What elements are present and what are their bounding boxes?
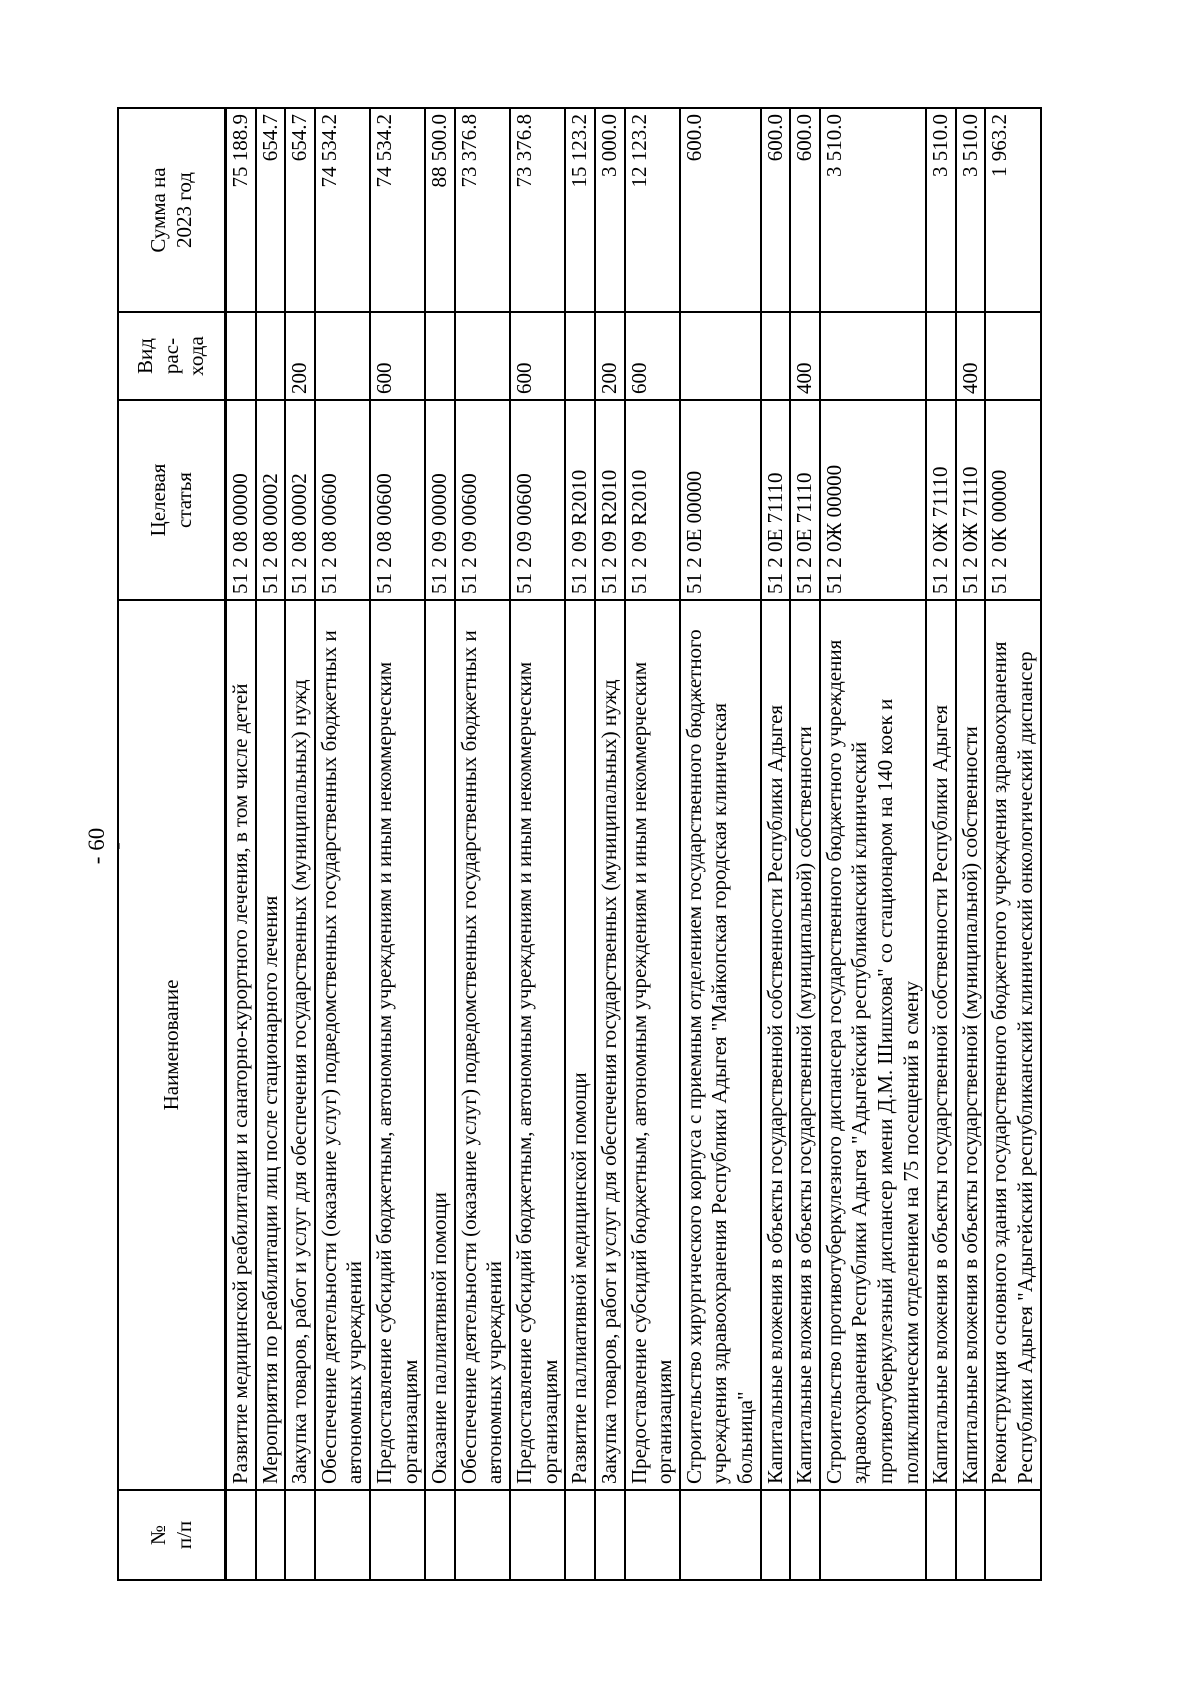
row-amount: 600.0 <box>761 108 791 312</box>
row-expense-type <box>256 312 286 400</box>
page-number: - 60 - <box>84 827 129 865</box>
table-row <box>315 108 370 1580</box>
row-amount: 3 510.0 <box>926 108 956 312</box>
row-number <box>625 1490 680 1580</box>
row-target-code: 51 2 08 00002 <box>285 400 315 600</box>
row-expense-type: 200 <box>285 312 315 400</box>
rotated-table-wrapper <box>117 109 1178 1581</box>
row-amount: 12 123.2 <box>625 108 680 312</box>
row-name: Предоставление субсидий бюджетным, автономным учреждениям и иным некоммерческим организациям <box>510 600 565 1490</box>
row-number <box>680 1490 761 1580</box>
table-row <box>510 108 565 1580</box>
row-number <box>315 1490 370 1580</box>
row-number <box>256 1490 286 1580</box>
row-expense-type: 600 <box>370 312 425 400</box>
row-name: Обеспечение деятельности (оказание услуг) подведомственных государственных бюджетных и автономных учреждений <box>455 600 510 1490</box>
row-amount: 15 123.2 <box>565 108 595 312</box>
table-row <box>370 108 425 1580</box>
row-amount: 74 534.2 <box>370 108 425 312</box>
row-target-code: 51 2 0К 00000 <box>985 400 1040 600</box>
row-amount: 3 000.0 <box>595 108 625 312</box>
table-row <box>285 108 315 1580</box>
row-expense-type: 200 <box>595 312 625 400</box>
row-name: Строительство противотуберкулезного диспансера государственного бюджетного учреждения здравоохранения Республики Адыгея "Адыгейский республиканский клинический противотуберкулезный диспансер имени Д.М. Шишхова" со стационаром на 140 коек и поликлиническим отделением на 75 посещений в смену <box>820 600 926 1490</box>
row-expense-type <box>820 312 926 400</box>
row-number <box>595 1490 625 1580</box>
row-number <box>926 1490 956 1580</box>
table-row <box>565 108 595 1580</box>
row-expense-type: 600 <box>510 312 565 400</box>
row-expense-type <box>226 312 256 400</box>
header-code: Целевая статья <box>118 400 226 600</box>
row-name: Предоставление субсидий бюджетным, автономным учреждениям и иным некоммерческим организациям <box>370 600 425 1490</box>
row-target-code: 51 2 09 R2010 <box>595 400 625 600</box>
table-row <box>790 108 820 1580</box>
row-number <box>565 1490 595 1580</box>
table-row <box>455 108 510 1580</box>
row-name: Обеспечение деятельности (оказание услуг) подведомственных государственных бюджетных и автономных учреждений <box>315 600 370 1490</box>
table-row <box>226 108 256 1580</box>
row-expense-type: 400 <box>790 312 820 400</box>
row-target-code: 51 2 08 00600 <box>370 400 425 600</box>
row-name: Строительство хирургического корпуса с приемным отделением государственного бюджетного учреждения здравоохранения Республики Адыгея "Майкопская городская клиническая больница" <box>680 600 761 1490</box>
header-num: № п/п <box>118 1490 226 1580</box>
row-number <box>226 1490 256 1580</box>
budget-table <box>117 107 1042 1581</box>
row-name: Реконструкция основного здания государственного бюджетного учреждения здравоохранения Республики Адыгея "Адыгейский республиканский клинический онкологический диспансер <box>985 600 1040 1490</box>
row-number <box>956 1490 986 1580</box>
table-row <box>820 108 926 1580</box>
row-target-code: 51 2 0E 71110 <box>761 400 791 600</box>
header-vid: Вид рас- хода <box>118 312 226 400</box>
table-row <box>425 108 455 1580</box>
row-amount: 75 188.9 <box>226 108 256 312</box>
row-name: Капитальные вложения в объекты государственной (муниципальной) собственности <box>956 600 986 1490</box>
row-amount: 654.7 <box>256 108 286 312</box>
row-target-code: 51 2 09 00000 <box>425 400 455 600</box>
row-number <box>790 1490 820 1580</box>
row-name: Развитие медицинской реабилитации и санаторно-курортного лечения, в том числе детей <box>226 600 256 1490</box>
row-expense-type <box>315 312 370 400</box>
row-amount: 73 376.8 <box>455 108 510 312</box>
row-name: Капитальные вложения в объекты государственной (муниципальной) собственности <box>790 600 820 1490</box>
table-row <box>680 108 761 1580</box>
row-target-code: 51 2 0Ж 71110 <box>926 400 956 600</box>
row-expense-type <box>565 312 595 400</box>
row-expense-type <box>455 312 510 400</box>
row-amount: 3 510.0 <box>956 108 986 312</box>
table-body <box>226 108 1041 1580</box>
row-expense-type <box>425 312 455 400</box>
row-target-code: 51 2 08 00600 <box>315 400 370 600</box>
row-amount: 654.7 <box>285 108 315 312</box>
row-target-code: 51 2 08 00000 <box>226 400 256 600</box>
row-target-code: 51 2 09 00600 <box>510 400 565 600</box>
row-target-code: 51 2 0Ж 71110 <box>956 400 986 600</box>
row-amount: 73 376.8 <box>510 108 565 312</box>
row-target-code: 51 2 0E 71110 <box>790 400 820 600</box>
row-target-code: 51 2 09 R2010 <box>565 400 595 600</box>
row-number <box>985 1490 1040 1580</box>
row-name: Развитие паллиативной медицинской помощи <box>565 600 595 1490</box>
row-name: Оказание паллиативной помощи <box>425 600 455 1490</box>
row-name: Предоставление субсидий бюджетным, автономным учреждениям и иным некоммерческим организациям <box>625 600 680 1490</box>
row-target-code: 51 2 0E 00000 <box>680 400 761 600</box>
row-amount: 600.0 <box>790 108 820 312</box>
row-name: Мероприятия по реабилитации лиц после стационарного лечения <box>256 600 286 1490</box>
row-number <box>425 1490 455 1580</box>
row-amount: 74 534.2 <box>315 108 370 312</box>
row-expense-type: 400 <box>956 312 986 400</box>
row-number <box>455 1490 510 1580</box>
row-target-code: 51 2 08 00002 <box>256 400 286 600</box>
row-name: Капитальные вложения в объекты государственной собственности Республики Адыгея <box>926 600 956 1490</box>
row-number <box>761 1490 791 1580</box>
row-number <box>820 1490 926 1580</box>
row-amount: 1 963.2 <box>985 108 1040 312</box>
row-amount: 3 510.0 <box>820 108 926 312</box>
row-number <box>285 1490 315 1580</box>
row-target-code: 51 2 0Ж 00000 <box>820 400 926 600</box>
row-number <box>370 1490 425 1580</box>
table-row <box>625 108 680 1580</box>
row-amount: 600.0 <box>680 108 761 312</box>
table-header-row <box>118 108 226 1580</box>
table-row <box>256 108 286 1580</box>
row-expense-type <box>761 312 791 400</box>
table-row <box>985 108 1040 1580</box>
row-name: Закупка товаров, работ и услуг для обеспечения государственных (муниципальных) нужд <box>285 600 315 1490</box>
row-expense-type <box>680 312 761 400</box>
row-target-code: 51 2 09 R2010 <box>625 400 680 600</box>
row-number <box>510 1490 565 1580</box>
header-name: Наименование <box>118 600 226 1490</box>
table-row <box>761 108 791 1580</box>
row-name: Капитальные вложения в объекты государственной собственности Республики Адыгея <box>761 600 791 1490</box>
row-amount: 88 500.0 <box>425 108 455 312</box>
row-name: Закупка товаров, работ и услуг для обеспечения государственных (муниципальных) нужд <box>595 600 625 1490</box>
row-expense-type: 600 <box>625 312 680 400</box>
row-target-code: 51 2 09 00600 <box>455 400 510 600</box>
header-sum: Сумма на 2023 год <box>118 108 226 312</box>
table-row <box>926 108 956 1580</box>
row-expense-type <box>985 312 1040 400</box>
row-expense-type <box>926 312 956 400</box>
table-row <box>956 108 986 1580</box>
table-row <box>595 108 625 1580</box>
